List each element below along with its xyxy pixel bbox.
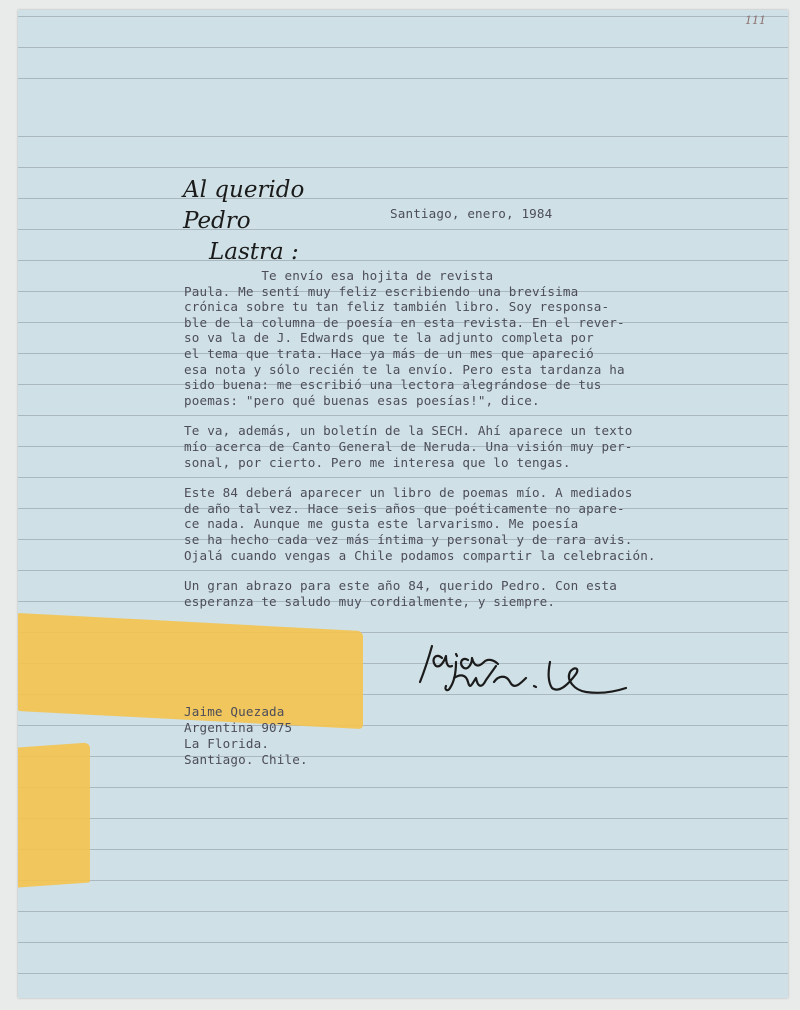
date-line: Santiago, enero, 1984 bbox=[390, 206, 553, 221]
sender-address bbox=[184, 704, 308, 768]
dedication-line: Pedro bbox=[183, 208, 251, 234]
paragraph bbox=[184, 485, 764, 563]
dedication-line: Al querido bbox=[183, 177, 305, 203]
folio-number: 111 bbox=[745, 14, 766, 27]
text-line: esa nota y sólo recién te la envío. Pero esta tardanza ha bbox=[184, 361, 625, 377]
text-line: mío acerca de Canto General de Neruda. Una visión muy per- bbox=[184, 438, 633, 454]
text-line: se ha hecho cada vez más íntima y personal y de rara avis. bbox=[184, 531, 633, 547]
text-line: el tema que trata. Hace ya más de un mes que apareció bbox=[184, 345, 594, 361]
address-line: Jaime Quezada bbox=[184, 704, 285, 719]
paragraph bbox=[184, 423, 764, 470]
text-line: Te envío esa hojita de revista bbox=[184, 268, 494, 283]
letter-page bbox=[18, 10, 788, 998]
text-line: Te va, además, un boletín de la SECH. Ahí aparece un texto bbox=[184, 423, 633, 439]
paragraph bbox=[184, 268, 764, 408]
text-line: so va la de J. Edwards que te la adjunto completa por bbox=[184, 330, 594, 346]
handwritten-dedication bbox=[183, 175, 403, 268]
dedication-line: Lastra : bbox=[209, 239, 299, 265]
address-line: Santiago. Chile. bbox=[184, 752, 308, 767]
handwritten-signature bbox=[410, 638, 650, 708]
text-line: sido buena: me escribió una lectora alegrándose de tus bbox=[184, 377, 602, 393]
address-line: Argentina 9075 bbox=[184, 720, 293, 735]
paragraph bbox=[184, 578, 764, 609]
address-line: La Florida. bbox=[184, 736, 270, 751]
text-line: sonal, por cierto. Pero me interesa que lo tengas. bbox=[184, 454, 571, 470]
letter-body bbox=[184, 268, 764, 609]
text-line: Este 84 deberá aparecer un libro de poemas mío. A mediados bbox=[184, 485, 633, 501]
text-line: de año tal vez. Hace seis años que poéticamente no apare- bbox=[184, 500, 625, 516]
text-line: crónica sobre tu tan feliz también libro. Soy responsa- bbox=[184, 299, 610, 315]
text-line: Ojalá cuando vengas a Chile podamos compartir la celebración. bbox=[184, 547, 656, 563]
text-line: ce nada. Aunque me gusta este larvarismo. Me poesía bbox=[184, 516, 579, 532]
text-line: Un gran abrazo para este año 84, querido Pedro. Con esta bbox=[184, 578, 617, 594]
text-line: esperanza te saludo muy cordialmente, y siempre. bbox=[184, 593, 556, 609]
text-line: Paula. Me sentí muy feliz escribiendo una brevísima bbox=[184, 283, 579, 299]
text-line: ble de la columna de poesía en esta revista. En el rever- bbox=[184, 314, 625, 330]
tape-strip bbox=[18, 742, 90, 887]
text-line: poemas: "pero qué buenas esas poesías!", dice. bbox=[184, 392, 540, 408]
